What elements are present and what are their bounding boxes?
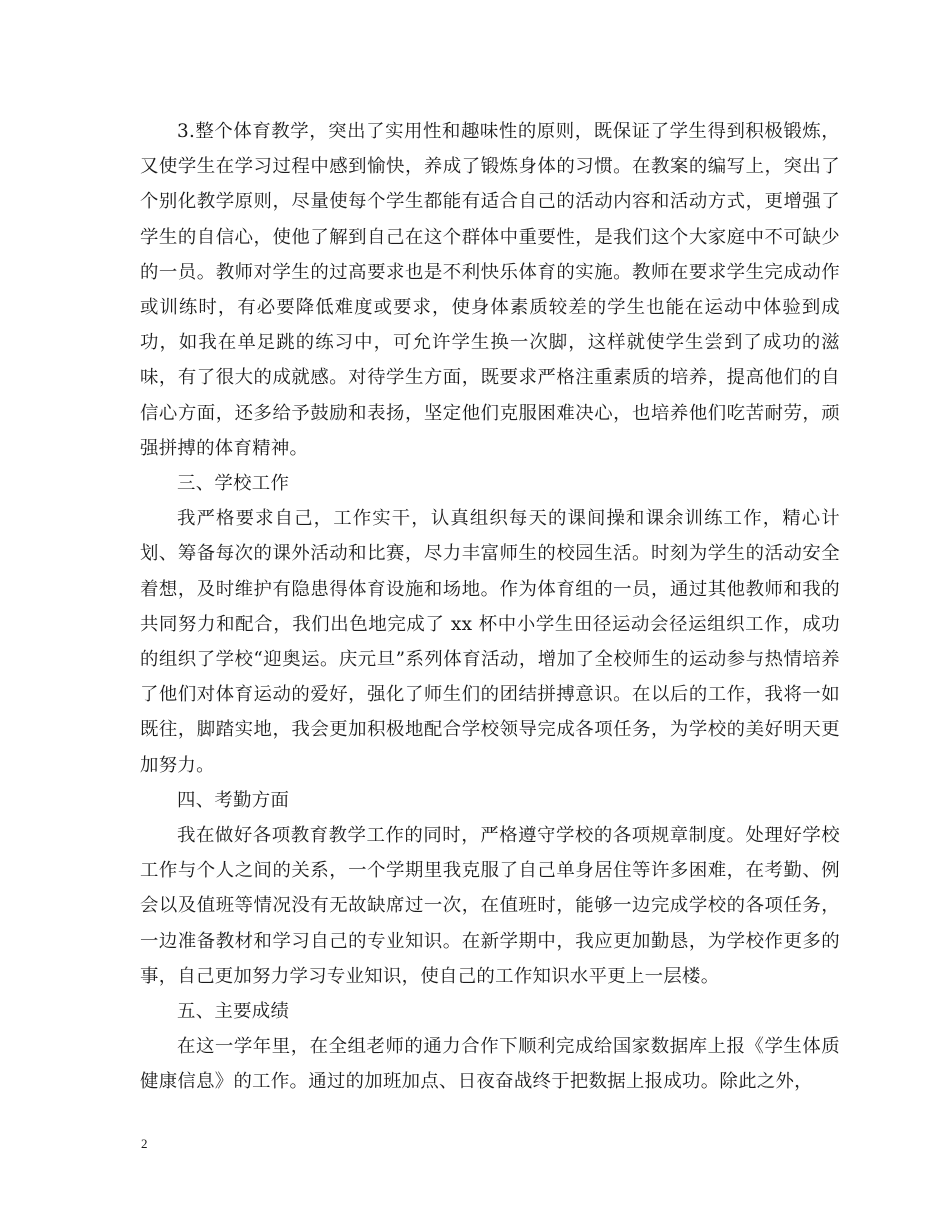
paragraph-school-work: 我严格要求自己，工作实干，认真组织每天的课间操和课余训练工作，精心计划、筹备每次的课外活动和比赛，尽力丰富师生的校园生活。时刻为学生的活动安全着想，及时维护有隐患得体育设施和场地。作为体育组的一员，通过其他教师和我的共同努力和配合，我们出色地完成了 xx 杯中小学生田径运动会径运组织工作，成功的组织了学校“迎奥运。庆元旦”系列体育活动，增加了全校师生的运动参与热情培养了他们对体育运动的爱好，强化了师生们的团结拼搏意识。在以后的工作，我将一如既往，脚踏实地，我会更加积极地配合学校领导完成各项任务，为学校的美好明天更加努力。 <box>140 508 840 776</box>
paragraph-attendance: 我在做好各项教育教学工作的同时，严格遵守学校的各项规章制度。处理好学校工作与个人之间的关系，一个学期里我克服了自己单身居住等许多困难，在考勤、例会以及值班等情况没有无故缺席过一次，在值班时，能够一边完成学校的各项任务，一边准备教材和学习自己的专业知识。在新学期中，我应更加勤恳，为学校作更多的事，自己更加努力学习专业知识，使自己的工作知识水平更上一层楼。 <box>140 825 840 987</box>
section-heading-achievements: 五、主要成绩 <box>177 1001 290 1023</box>
document-body <box>140 114 840 1100</box>
page-number: 2 <box>141 1136 148 1151</box>
section-heading-attendance: 四、考勤方面 <box>177 789 290 811</box>
paragraph-teaching-principles: 3.整个体育教学，突出了实用性和趣味性的原则，既保证了学生得到积极锻炼，又使学生在学习过程中感到愉快，养成了锻炼身体的习惯。在教案的编写上，突出了个别化教学原则，尽量使每个学生都能有适合自己的活动内容和活动方式，更增强了学生的自信心，使他了解到自己在这个群体中重要性，是我们这个大家庭中不可缺少的一员。教师对学生的过高要求也是不利快乐体育的实施。教师在要求学生完成动作或训练时，有必要降低难度或要求，使身体素质较差的学生也能在运动中体验到成功，如我在单足跳的练习中，可允许学生换一次脚，这样就使学生尝到了成功的滋味，有了很大的成就感。对待学生方面，既要求严格注重素质的培养，提高他们的自信心方面，还多给予鼓励和表扬，坚定他们克服困难决心，也培养他们吃苦耐劳，顽强拼搏的体育精神。 <box>140 121 840 459</box>
section-heading-school-work: 三、学校工作 <box>177 473 290 495</box>
paragraph-achievements: 在这一学年里，在全组老师的通力合作下顺利完成给国家数据库上报《学生体质健康信息》的工作。通过的加班加点、日夜奋战终于把数据上报成功。除此之外， <box>140 1036 840 1093</box>
